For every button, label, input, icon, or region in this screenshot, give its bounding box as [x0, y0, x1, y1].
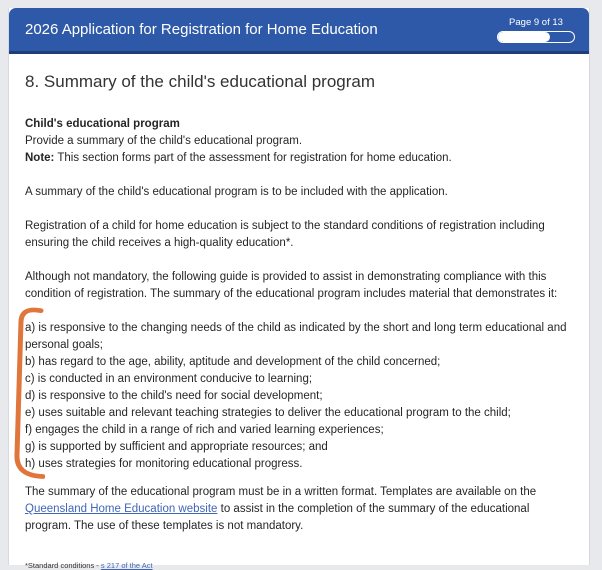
- page-indicator: Page 9 of 13: [509, 16, 563, 28]
- list-item: b) has regard to the age, ability, aptitude and development of the child concerned;: [25, 356, 441, 368]
- templates-text-before: The summary of the educational program must be in a written format. Templates are available on the: [25, 486, 537, 498]
- section-heading: 8. Summary of the child's educational program: [25, 72, 376, 91]
- form-title: 2026 Application for Registration for Home Education: [25, 21, 378, 38]
- footnote-prefix: *Standard conditions -: [25, 561, 101, 570]
- note-label: Note:: [25, 152, 55, 164]
- list-item: d) is responsive to the child's need for social development;: [25, 390, 323, 402]
- list-item: f) engages the child in a range of rich and varied learning experiences;: [25, 424, 384, 436]
- form-card: [8, 8, 590, 570]
- list-item: c) is conducted in an environment conducive to learning;: [25, 373, 313, 385]
- templates-paragraph: [25, 484, 573, 535]
- templates-text-after: to assist in the completion of the summary of the educational program. The use of these templates is not mandatory.: [25, 503, 530, 532]
- page-progress: [497, 17, 575, 43]
- list-item: a) is responsive to the changing needs of the child as indicated by the short and long term educational and personal goals;: [25, 322, 567, 351]
- list-item: e) uses suitable and relevant teaching strategies to deliver the educational program to the child;: [25, 407, 511, 419]
- form-header: [9, 8, 589, 54]
- progress-bar: [497, 31, 575, 43]
- provide-summary-line: Provide a summary of the child's educational program.: [25, 135, 303, 147]
- note-text: This section forms part of the assessment for registration for home education.: [54, 152, 452, 164]
- home-education-website-link[interactable]: Queensland Home Education website: [25, 503, 218, 515]
- note-line: [25, 150, 573, 167]
- act-section-link[interactable]: s 217 of the Act: [100, 561, 153, 570]
- registration-conditions-paragraph: Registration of a child for home education is subject to the standard conditions of registration including ensuring the child receives a high-quality education*.: [25, 220, 545, 249]
- guide-paragraph: Although not mandatory, the following guide is provided to assist in demonstrating compliance with this condition of registration. The summary of the educational program includes material that demonstrates it:: [25, 271, 558, 300]
- footnote: [25, 561, 573, 570]
- progress-bar-fill: [498, 32, 550, 42]
- criteria-list: [25, 320, 573, 473]
- list-item: g) is supported by sufficient and appropriate resources; and: [25, 441, 328, 453]
- summary-included-paragraph: A summary of the child's educational program is to be included with the application.: [25, 186, 448, 198]
- form-content: [9, 54, 589, 570]
- list-item: h) uses strategies for monitoring educational progress.: [25, 458, 303, 470]
- program-label: Child's educational program: [25, 118, 180, 130]
